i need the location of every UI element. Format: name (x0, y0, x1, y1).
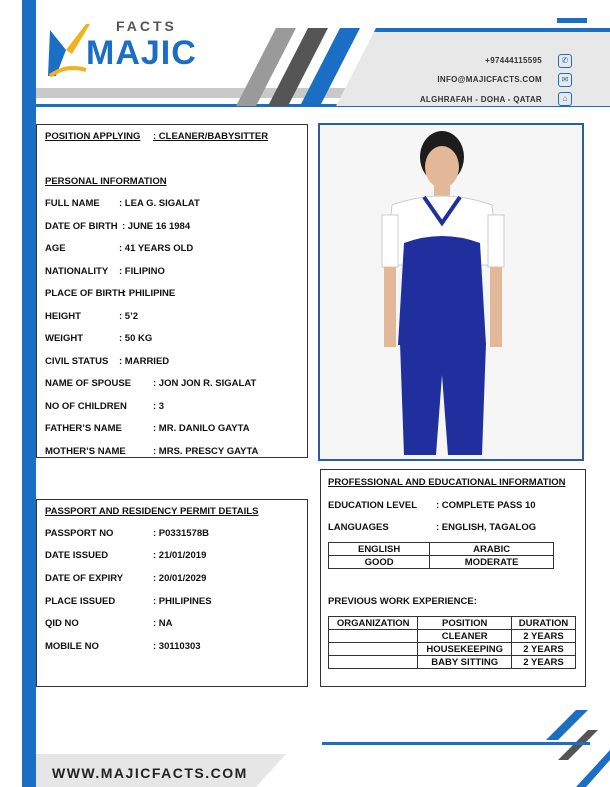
footer-website[interactable]: WWW.MAJICFACTS.COM (52, 765, 248, 781)
civil-status-value: : MARRIED (119, 356, 170, 367)
contact-address: ALGHRAFAH - DOHA - QATAR (419, 95, 542, 104)
logo-brand-text: MAJIC (86, 34, 197, 72)
exp-position-cell: BABY SITTING (418, 656, 512, 669)
age-label: AGE (45, 243, 66, 254)
full-name-label: FULL NAME (45, 198, 100, 209)
exp-duration-cell: 2 YEARS (512, 630, 576, 643)
father-label: FATHER’S NAME (45, 423, 122, 434)
exp-org-cell (329, 643, 418, 656)
education-value: : COMPLETE PASS 10 (436, 500, 536, 511)
children-value: : 3 (153, 401, 165, 412)
spouse-value: : JON JON R. SIGALAT (153, 378, 257, 389)
passport-no-value: : P0331578B (153, 528, 209, 539)
lang-header-english: ENGLISH (329, 543, 430, 556)
corner-accent (557, 18, 587, 23)
envelope-icon: ✉ (558, 73, 572, 87)
company-logo (46, 14, 196, 84)
place-issued-value: : PHILIPINES (153, 596, 212, 607)
exp-position-cell: CLEANER (418, 630, 512, 643)
height-label: HEIGHT (45, 311, 81, 322)
professional-title: PROFESSIONAL AND EDUCATIONAL INFORMATION (328, 477, 566, 488)
applicant-photo (318, 123, 584, 461)
civil-status-label: CIVIL STATUS (45, 356, 109, 367)
birthplace-label: PLACE OF BIRTH (45, 288, 125, 299)
height-value: : 5’2 (119, 311, 139, 322)
weight-label: WEIGHT (45, 333, 83, 344)
table-row (329, 617, 576, 630)
table-row (329, 556, 554, 569)
logo-facts-text: FACTS (116, 18, 177, 34)
language-table (328, 542, 554, 569)
contact-email: INFO@MAJICFACTS.COM (437, 75, 542, 84)
date-issued-label: DATE ISSUED (45, 550, 109, 561)
weight-value: : 50 KG (119, 333, 153, 344)
mother-label: MOTHER’S NAME (45, 446, 126, 457)
dob-label: DATE OF BIRTH (45, 221, 118, 232)
nationality-value: : FILIPINO (119, 266, 165, 277)
personal-info-box (36, 124, 308, 458)
logo-mark-icon (46, 20, 90, 80)
expiry-value: : 20/01/2029 (153, 573, 207, 584)
phone-icon: ✆ (558, 54, 572, 68)
exp-org-cell (329, 630, 418, 643)
experience-title: PREVIOUS WORK EXPERIENCE: (328, 596, 477, 607)
passport-title: PASSPORT AND RESIDENCY PERMIT DETAILS (45, 506, 259, 517)
full-name-value: : LEA G. SIGALAT (119, 198, 200, 209)
age-value: : 41 YEARS OLD (119, 243, 194, 254)
languages-value: : ENGLISH, TAGALOG (436, 522, 537, 533)
position-label: POSITION APPLYING (45, 131, 141, 142)
contact-phone: +97444115595 (485, 56, 542, 65)
exp-header-position: POSITION (418, 617, 512, 630)
table-row (329, 643, 576, 656)
father-value: : MR. DANILO GAYTA (153, 423, 250, 434)
nationality-label: NATIONALITY (45, 266, 109, 277)
lang-value-english: GOOD (329, 556, 430, 569)
exp-position-cell: HOUSEKEEPING (418, 643, 512, 656)
lang-value-arabic: MODERATE (430, 556, 554, 569)
applicant-figure (320, 125, 582, 459)
passport-no-label: PASSPORT NO (45, 528, 114, 539)
mobile-label: MOBILE NO (45, 641, 99, 652)
spouse-label: NAME OF SPOUSE (45, 378, 132, 389)
left-accent-bar (22, 0, 36, 787)
experience-table (328, 616, 576, 669)
professional-box (320, 469, 586, 687)
home-icon: ⌂ (558, 92, 572, 106)
exp-org-cell (329, 656, 418, 669)
personal-info-title: PERSONAL INFORMATION (45, 176, 167, 187)
place-issued-label: PLACE ISSUED (45, 596, 116, 607)
mobile-value: : 30110303 (153, 641, 201, 652)
dob-value: : JUNE 16 1984 (122, 221, 191, 232)
position-value: : CLEANER/BABYSITTER (153, 131, 269, 142)
exp-duration-cell: 2 YEARS (512, 643, 576, 656)
qid-label: QID NO (45, 618, 79, 629)
exp-duration-cell: 2 YEARS (512, 656, 576, 669)
exp-header-organization: ORGANIZATION (329, 617, 418, 630)
lang-header-arabic: ARABIC (430, 543, 554, 556)
expiry-label: DATE OF EXPIRY (45, 573, 124, 584)
date-issued-value: : 21/01/2019 (153, 550, 207, 561)
qid-value: : NA (153, 618, 173, 629)
passport-box (36, 499, 308, 687)
mother-value: : MRS. PRESCY GAYTA (153, 446, 259, 457)
languages-label: LANGUAGES (328, 522, 389, 533)
table-row (329, 543, 554, 556)
children-label: NO OF CHILDREN (45, 401, 127, 412)
exp-header-duration: DURATION (512, 617, 576, 630)
education-label: EDUCATION LEVEL (328, 500, 418, 511)
table-row (329, 656, 576, 669)
birthplace-value: : PHILIPINE (123, 288, 176, 299)
table-row (329, 630, 576, 643)
footer-rule (322, 742, 590, 745)
